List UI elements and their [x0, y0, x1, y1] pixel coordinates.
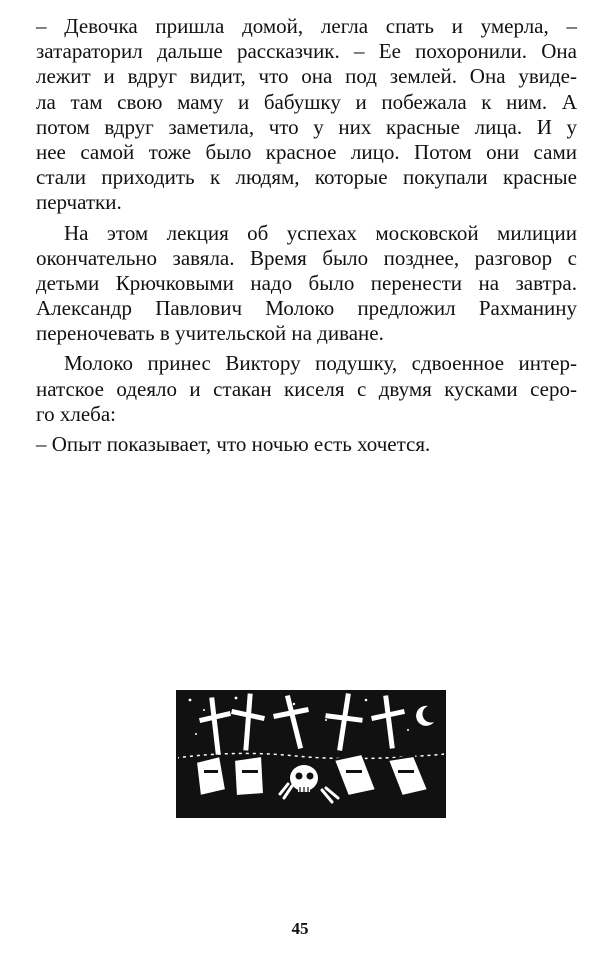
- text-line: детьми Крючковыми надо было перенести на завтра.: [36, 270, 577, 295]
- text-line: го хлеба:: [36, 401, 116, 426]
- text-line: натское одеяло и стакан киселя с двумя кусками серо-: [36, 376, 577, 401]
- text-line: стали приходить к людям, которые покупали красные: [36, 165, 577, 190]
- text-line: лежит и вдруг видит, что она под землей. Она увиде-: [36, 64, 577, 89]
- text-line: окончательно завяла. Время было позднее, разговор с: [36, 245, 577, 270]
- text-line: затараторил дальше рассказчик. – Ее похоронили. Она: [36, 39, 577, 64]
- paragraph-4: [36, 432, 577, 457]
- text-line: На этом лекция об успехах московской милиции: [64, 220, 577, 245]
- text-line: Александр Павлович Молоко предложил Рахманину: [36, 296, 577, 321]
- text-line: Молоко принес Виктору подушку, сдвоенное интер-: [64, 351, 577, 376]
- text-line: ла там свою маму и бабушку и побежала к ним. А: [36, 89, 577, 114]
- paragraph-1: [36, 14, 577, 216]
- text-line: переночевать в учительской на диване.: [36, 321, 384, 346]
- text-line: – Девочка пришла домой, легла спать и умерла, –: [36, 14, 577, 38]
- text-line: потом вдруг заметила, что у них красные лица. И у: [36, 114, 577, 139]
- paragraph-2: [36, 221, 577, 347]
- text-line: нее самой тоже было красное лицо. Потом они сами: [36, 139, 577, 164]
- body-text: [36, 14, 577, 462]
- text-line: перчатки.: [36, 190, 122, 215]
- paragraph-3: [36, 351, 577, 427]
- text-line: – Опыт показывает, что ночью есть хочется.: [36, 432, 431, 456]
- page-number: 45: [291, 919, 309, 938]
- graveyard-illustration: [176, 690, 446, 818]
